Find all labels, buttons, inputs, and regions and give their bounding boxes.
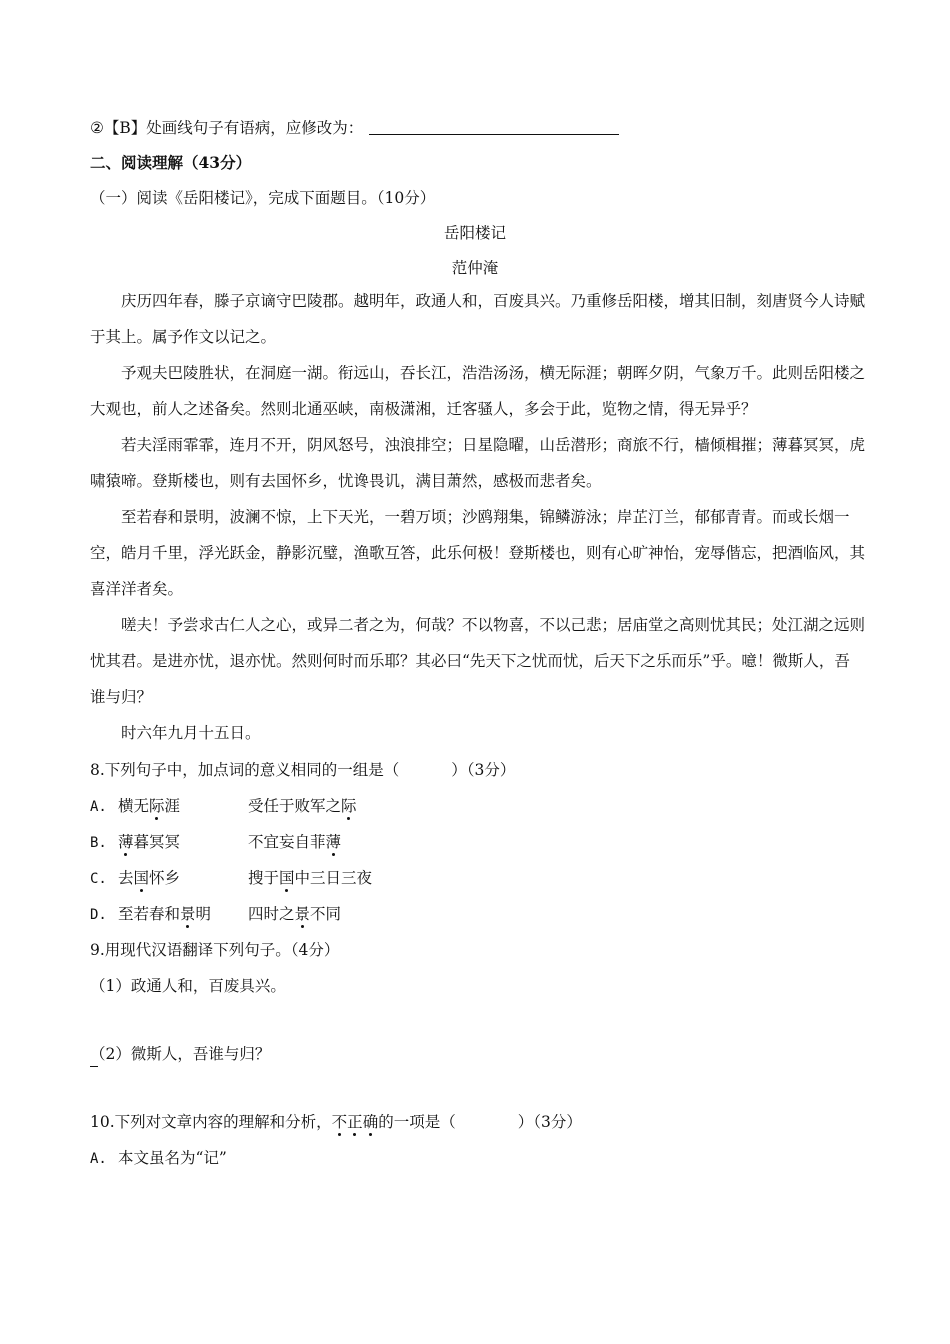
option-label: B. — [90, 835, 107, 851]
option-right: 受任于败军之际 — [248, 797, 357, 815]
q8-stem-text: 8.下列句子中，加点词的意义相同的一组是（ — [90, 761, 400, 779]
option-right: 不宜妄自菲薄 — [248, 833, 342, 851]
question-b-text: ②【B】处画线句子有语病，应修改为： — [90, 119, 364, 137]
option-left: 横无际涯 — [118, 797, 181, 815]
article-title: 岳阳楼记 — [443, 224, 506, 242]
option-left: 薄暮冥冥 — [118, 833, 181, 851]
option-left: 至若春和景明 — [118, 905, 212, 923]
article-paragraph: 若夫淫雨霏霏，连月不开，阴风怒号，浊浪排空；日星隐曜，山岳潜形；商旅不行，樯倾楫摧；薄暮冥冥，虎啸猿啼。登斯楼也，则有去国怀乡，忧谗畏讥，满目萧然，感极而悲者矣。 — [90, 436, 866, 490]
q9-stem: 9.用现代汉语翻译下列句子。（4分） — [90, 941, 340, 959]
q8-option-d[interactable] — [90, 904, 341, 925]
q8-option-b[interactable] — [90, 832, 341, 853]
answer-line[interactable] — [90, 1066, 98, 1067]
option-label: A. — [90, 799, 107, 815]
q10-stem-text: 10.下列对文章内容的理解和分析， — [90, 1113, 332, 1131]
q10-stem-score: ）（3分） — [517, 1113, 582, 1131]
q9-item-2: （2）微斯人，吾谁与归？ — [90, 1045, 271, 1063]
article-paragraph: 庆历四年春，滕子京谪守巴陵郡。越明年，政通人和，百废具兴。乃重修岳阳楼，增其旧制，刻唐贤今人诗赋于其上。属予作文以记之。 — [90, 292, 866, 346]
q8-stem-score: ）（3分） — [451, 761, 516, 779]
option-label: D. — [90, 907, 107, 923]
q10-stem-text-2: 的一项是（ — [378, 1113, 456, 1131]
article-author: 范仲淹 — [451, 259, 499, 277]
option-left: 去国怀乡 — [118, 869, 181, 887]
article-paragraph: 予观夫巴陵胜状，在洞庭一湖。衔远山，吞长江，浩浩汤汤，横无际涯；朝晖夕阴，气象万千。此则岳阳楼之大观也，前人之述备矣。然则北通巫峡，南极潇湘，迁客骚人，多会于此，览物之情，得无异乎？ — [90, 364, 866, 418]
q10-option-a[interactable] — [90, 1148, 227, 1169]
q10-stem — [90, 1112, 582, 1132]
article-paragraph: 嗟夫！予尝求古仁人之心，或异二者之为，何哉？不以物喜，不以己悲；居庙堂之高则忧其民；处江湖之远则忧其君。是进亦忧，退亦忧。然则何时而乐耶？其必曰“先天下之忧而忧，后天下之乐而乐”乎。噫！微斯人，吾谁与归？ — [90, 616, 866, 706]
q9-item-1: （1）政通人和，百废具兴。 — [90, 977, 286, 995]
part1-intro: （一）阅读《岳阳楼记》，完成下面题目。（10分） — [90, 189, 436, 207]
article-paragraph: 至若春和景明，波澜不惊，上下天光，一碧万顷；沙鸥翔集，锦鳞游泳；岸芷汀兰，郁郁青青。而或长烟一空，皓月千里，浮光跃金，静影沉璧，渔歌互答，此乐何极！登斯楼也，则有心旷神怡，宠辱偕忘，把酒临风，其喜洋洋者矣。 — [90, 508, 866, 598]
option-right: 搜于国中三日三夜 — [248, 869, 373, 887]
question-b-line — [90, 118, 619, 138]
option-right: 四时之景不同 — [248, 905, 342, 923]
option-label: C. — [90, 871, 107, 887]
option-label: A. — [90, 1151, 107, 1167]
answer-blank[interactable] — [369, 118, 619, 135]
q8-option-c[interactable] — [90, 868, 372, 889]
section-title: 二、阅读理解（43分） — [90, 153, 252, 172]
article-paragraph: 时六年九月十五日。 — [121, 724, 261, 742]
q10-emphasis: 不正确 — [331, 1113, 379, 1131]
q8-stem — [90, 760, 515, 780]
q8-option-a[interactable] — [90, 796, 357, 817]
option-text: 本文虽名为“记” — [118, 1149, 227, 1167]
